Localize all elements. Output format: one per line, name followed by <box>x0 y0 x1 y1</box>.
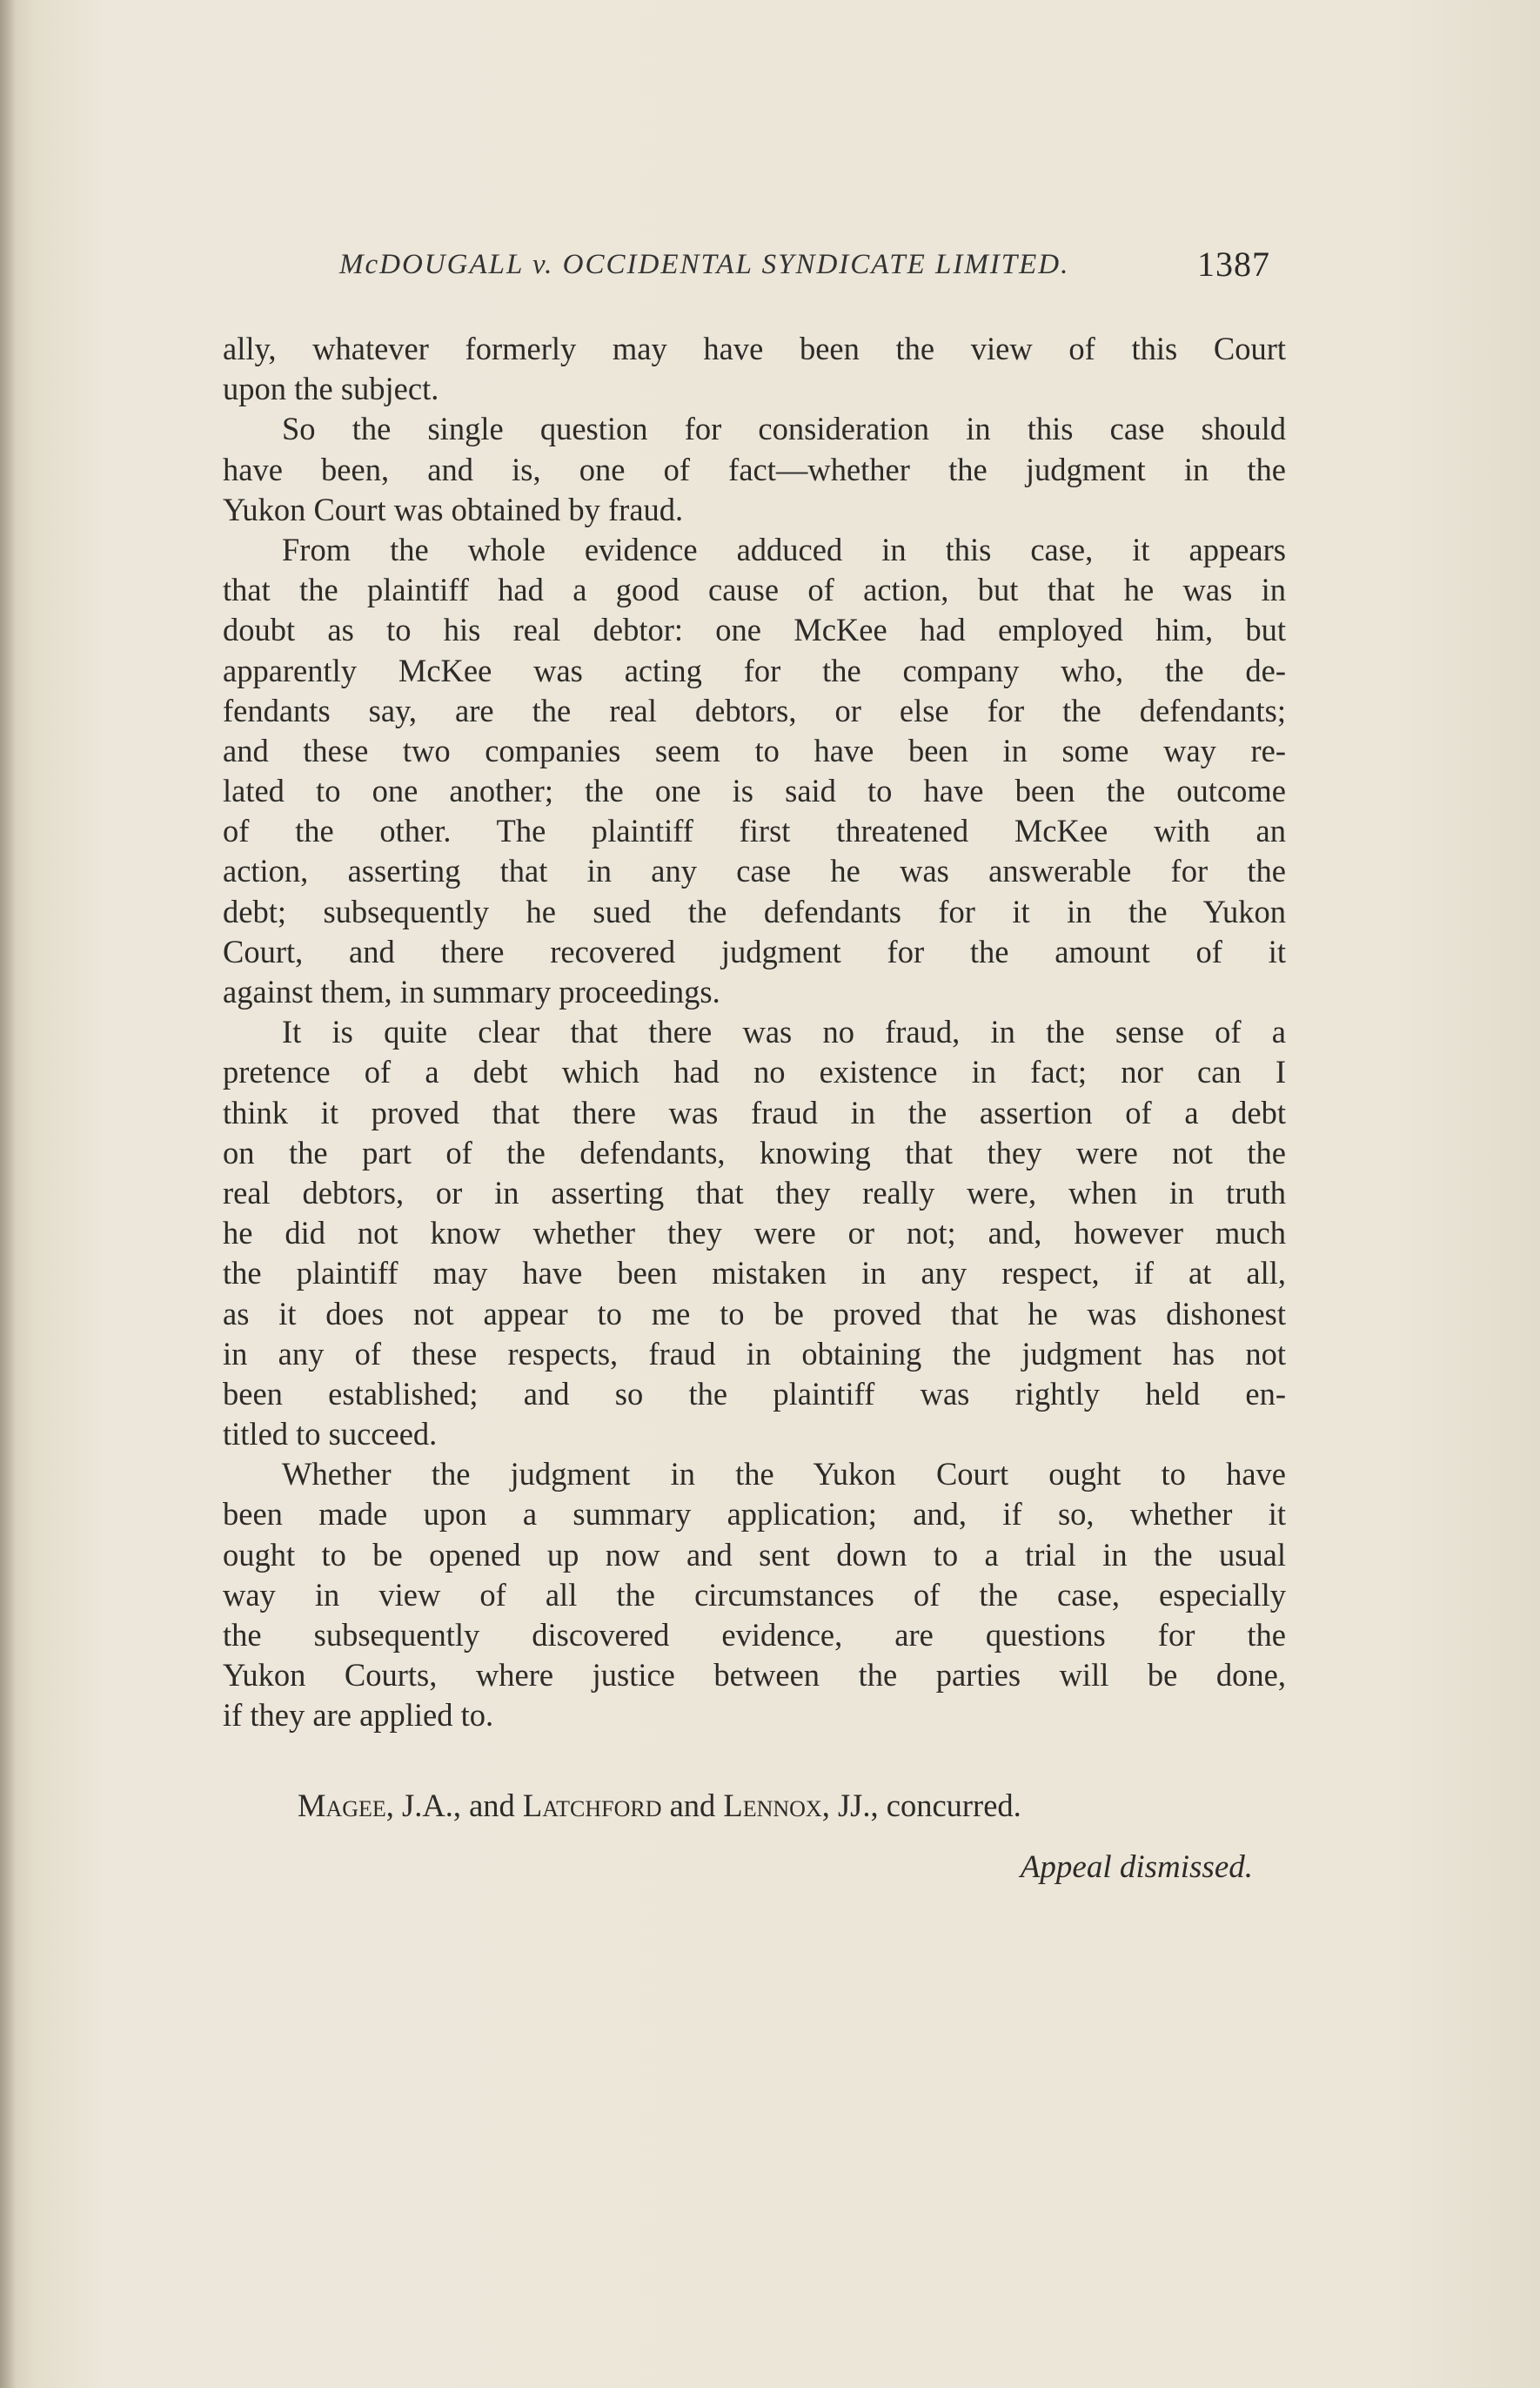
text-line: action, asserting that in any case he was answerable for the <box>223 853 1286 889</box>
text-line: ally, whatever formerly may have been the view of this Court <box>223 331 1286 366</box>
running-head: McDOUGALL v. OCCIDENTAL SYNDICATE LIMITED. <box>339 249 1070 280</box>
text-line: It is quite clear that there was no fraud, in the sense of a <box>282 1014 1286 1050</box>
concurrence-text: , J.A., and <box>385 1788 523 1823</box>
binding-edge-shadow <box>0 0 16 2388</box>
judge-name: Lennox <box>723 1788 822 1823</box>
text-line: if they are applied to. <box>223 1697 494 1734</box>
text-line: doubt as to his real debtor: one McKee had employed him, but <box>223 612 1286 648</box>
text-line: From the whole evidence adduced in this case, it appears <box>282 531 1286 567</box>
text-line: of the other. The plaintiff first threatened McKee with an <box>223 813 1286 849</box>
text-line: Court, and there recovered judgment for the amount of it <box>223 933 1286 969</box>
text-line: that the plaintiff had a good cause of action, but that he was in <box>223 572 1286 608</box>
text-line: real debtors, or in asserting that they really were, when in truth <box>223 1174 1286 1211</box>
page-number: 1387 <box>1197 245 1270 284</box>
text-line: been made upon a summary application; and, if so, whether it <box>223 1496 1286 1533</box>
concurrence-text: , JJ., concurred. <box>821 1788 1021 1823</box>
concurrence-text: and <box>661 1788 724 1823</box>
text-line: the subsequently discovered evidence, are questions for the <box>223 1617 1286 1653</box>
text-line: fendants say, are the real debtors, or else for the defendants; <box>223 692 1286 728</box>
page-header <box>339 244 1270 296</box>
body-text <box>223 329 1286 1736</box>
text-line: been established; and so the plaintiff was rightly held en- <box>223 1375 1286 1412</box>
disposition: Appeal dismissed. <box>1020 1849 1253 1885</box>
text-line: think it proved that there was fraud in the assertion of a debt <box>223 1094 1286 1130</box>
text-line: have been, and is, one of fact—whether the judgment in the <box>223 451 1286 487</box>
text-line: way in view of all the circumstances of the case, especially <box>223 1576 1286 1613</box>
text-line: the plaintiff may have been mistaken in any respect, if at all, <box>223 1255 1286 1291</box>
text-line: debt; subsequently he sued the defendants for it in the Yukon <box>223 893 1286 929</box>
text-line: Whether the judgment in the Yukon Court ought to have <box>282 1456 1286 1492</box>
text-line: upon the subject. <box>223 371 439 407</box>
text-line: in any of these respects, fraud in obtaining the judgment has not <box>223 1335 1286 1372</box>
text-line: on the part of the defendants, knowing that they were not the <box>223 1134 1286 1171</box>
text-line: and these two companies seem to have been in some way re- <box>223 732 1286 768</box>
judge-name: Magee <box>298 1788 386 1823</box>
text-line: as it does not appear to me to be proved that he was dishonest <box>223 1295 1286 1332</box>
text-line: Yukon Courts, where justice between the parties will be done, <box>223 1657 1286 1694</box>
text-line: he did not know whether they were or not; and, however much <box>223 1215 1286 1251</box>
text-line: ought to be opened up now and sent down to a trial in the usual <box>223 1536 1286 1573</box>
text-line: So the single question for consideration in this case should <box>282 411 1286 447</box>
text-line: lated to one another; the one is said to have been the outcome <box>223 773 1286 809</box>
text-line: apparently McKee was acting for the company who, the de- <box>223 652 1286 688</box>
concurrence-line <box>223 1786 1258 1826</box>
text-line: pretence of a debt which had no existence in fact; nor can I <box>223 1054 1286 1090</box>
text-line: against them, in summary proceedings. <box>223 974 720 1010</box>
judge-name: Latchford <box>522 1788 662 1823</box>
text-line: Yukon Court was obtained by fraud. <box>223 491 684 527</box>
text-line: titled to succeed. <box>223 1416 438 1452</box>
